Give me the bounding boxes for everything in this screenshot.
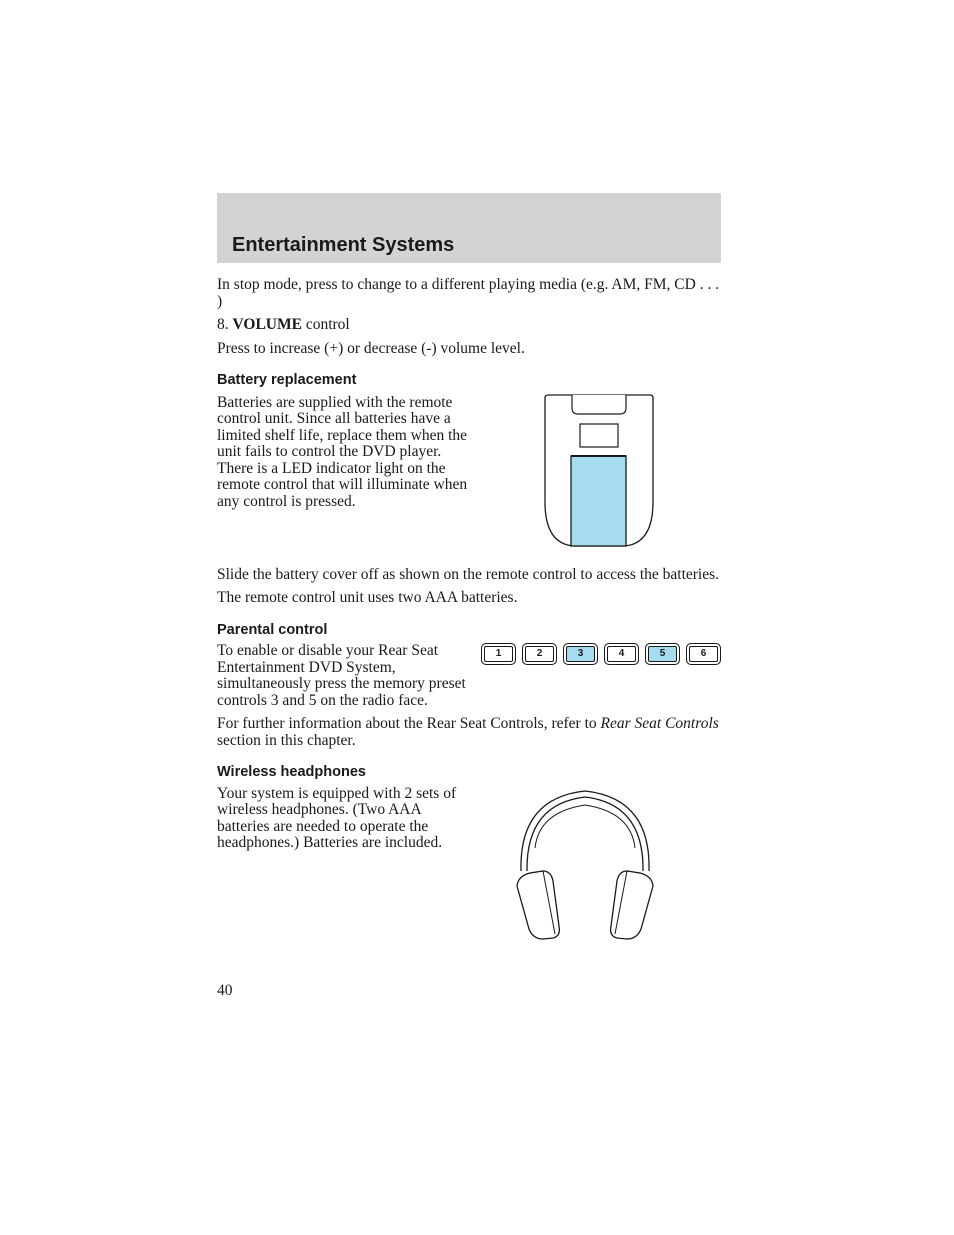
- remote-control-icon: [544, 394, 654, 548]
- parental-row: [217, 643, 721, 716]
- page-content: [217, 277, 721, 941]
- wireless-row: [217, 786, 721, 941]
- preset-button-5: 5: [645, 643, 680, 665]
- preset-button-4: 4: [604, 643, 639, 665]
- stop-mode-paragraph: In stop mode, press to change to a different playing media (e.g. AM, FM, CD . . . ): [217, 276, 720, 310]
- battery-heading: Battery replacement: [217, 372, 357, 388]
- headphones-icon: [515, 786, 655, 941]
- remote-illustration: [499, 394, 699, 548]
- further-info-before: For further information about the Rear Seat Controls, refer to: [217, 715, 601, 732]
- page-number: 40: [217, 982, 233, 999]
- preset-buttons: [481, 643, 721, 665]
- preset-button-1: 1: [481, 643, 516, 665]
- parental-paragraph: To enable or disable your Rear Seat Entertainment DVD System, simultaneously press the memory preset controls 3 and 5 on the radio face.: [217, 642, 466, 709]
- rear-seat-controls-reference: Rear Seat Controls: [600, 715, 719, 732]
- volume-item-label: VOLUME: [232, 316, 302, 333]
- preset-button-2: 2: [522, 643, 557, 665]
- wireless-heading: Wireless headphones: [217, 764, 366, 780]
- volume-item: [217, 317, 721, 334]
- section-header-band: [217, 193, 721, 263]
- parental-heading: Parental control: [217, 621, 328, 638]
- volume-item-suffix: control: [305, 316, 350, 333]
- volume-item-number: 8.: [217, 316, 229, 333]
- further-info-paragraph: [217, 716, 721, 749]
- section-title: Entertainment Systems: [232, 234, 455, 256]
- preset-button-6: 6: [686, 643, 721, 665]
- volume-paragraph: Press to increase (+) or decrease (-) volume level.: [217, 339, 525, 357]
- further-info-after: section in this chapter.: [217, 731, 356, 749]
- battery-row: [217, 394, 721, 548]
- battery-paragraph: Batteries are supplied with the remote control unit. Since all batteries have a limited shelf life, replace them when the unit fails to control the DVD player. There is a LED indicator light on the remote control that will illuminate when any control is pressed.: [217, 393, 468, 510]
- preset-button-3: 3: [563, 643, 598, 665]
- wireless-paragraph: Your system is equipped with 2 sets of wireless headphones. (Two AAA batteries are needed to operate the headphones.) Batteries are included.: [217, 784, 457, 851]
- slide-cover-paragraph: Slide the battery cover off as shown on the remote control to access the batteries.: [217, 565, 720, 583]
- headphones-illustration: [485, 786, 685, 941]
- aaa-paragraph: The remote control unit uses two AAA batteries.: [217, 589, 518, 606]
